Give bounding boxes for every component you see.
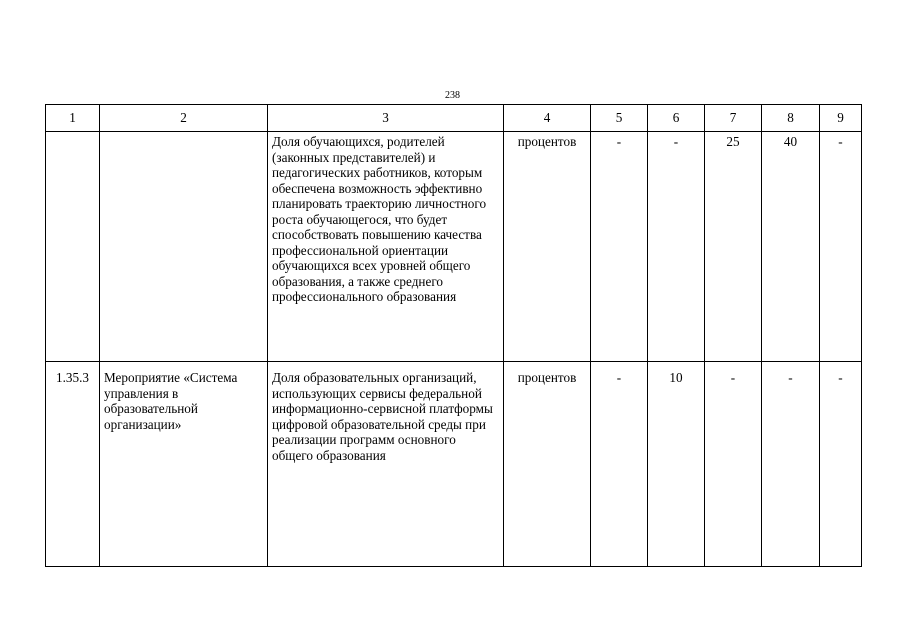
- page-number: 238: [445, 90, 460, 101]
- event-cell: [100, 132, 268, 362]
- table-row: [46, 362, 862, 567]
- header-cell-1: 1: [46, 105, 100, 132]
- unit-cell: процентов: [504, 362, 591, 567]
- header-cell-3: 3: [268, 105, 504, 132]
- value-cell-5: -: [591, 132, 648, 362]
- header-cell-4: 4: [504, 105, 591, 132]
- header-cell-6: 6: [648, 105, 705, 132]
- header-row: [46, 105, 862, 132]
- header-cell-8: 8: [762, 105, 820, 132]
- header-cell-7: 7: [705, 105, 762, 132]
- indicator-cell: Доля образовательных организаций, использующих сервисы федеральной информационно-сервисной платформы цифровой образовательной среды при реализации программ основного общего образования: [268, 362, 504, 567]
- value-cell-7: 25: [705, 132, 762, 362]
- value-cell-7: -: [705, 362, 762, 567]
- value-cell-9: -: [820, 362, 862, 567]
- value-cell-9: -: [820, 132, 862, 362]
- table-row: [46, 132, 862, 362]
- event-cell: Мероприятие «Система управления в образовательной организации»: [100, 362, 268, 567]
- header-cell-9: 9: [820, 105, 862, 132]
- row-number-cell: 1.35.3: [46, 362, 100, 567]
- indicator-cell: Доля обучающихся, родителей (законных представителей) и педагогических работников, которым обеспечена возможность эффективно планировать траекторию личностного роста обучающегося, что будет способствовать повышению качества профессиональной ориентации обучающихся всех уровней общего образования, а также среднего профессионального образования: [268, 132, 504, 362]
- value-cell-5: -: [591, 362, 648, 567]
- value-cell-6: -: [648, 132, 705, 362]
- indicators-table: [45, 104, 862, 567]
- unit-cell: процентов: [504, 132, 591, 362]
- row-number-cell: [46, 132, 100, 362]
- value-cell-8: -: [762, 362, 820, 567]
- header-cell-2: 2: [100, 105, 268, 132]
- header-cell-5: 5: [591, 105, 648, 132]
- value-cell-8: 40: [762, 132, 820, 362]
- value-cell-6: 10: [648, 362, 705, 567]
